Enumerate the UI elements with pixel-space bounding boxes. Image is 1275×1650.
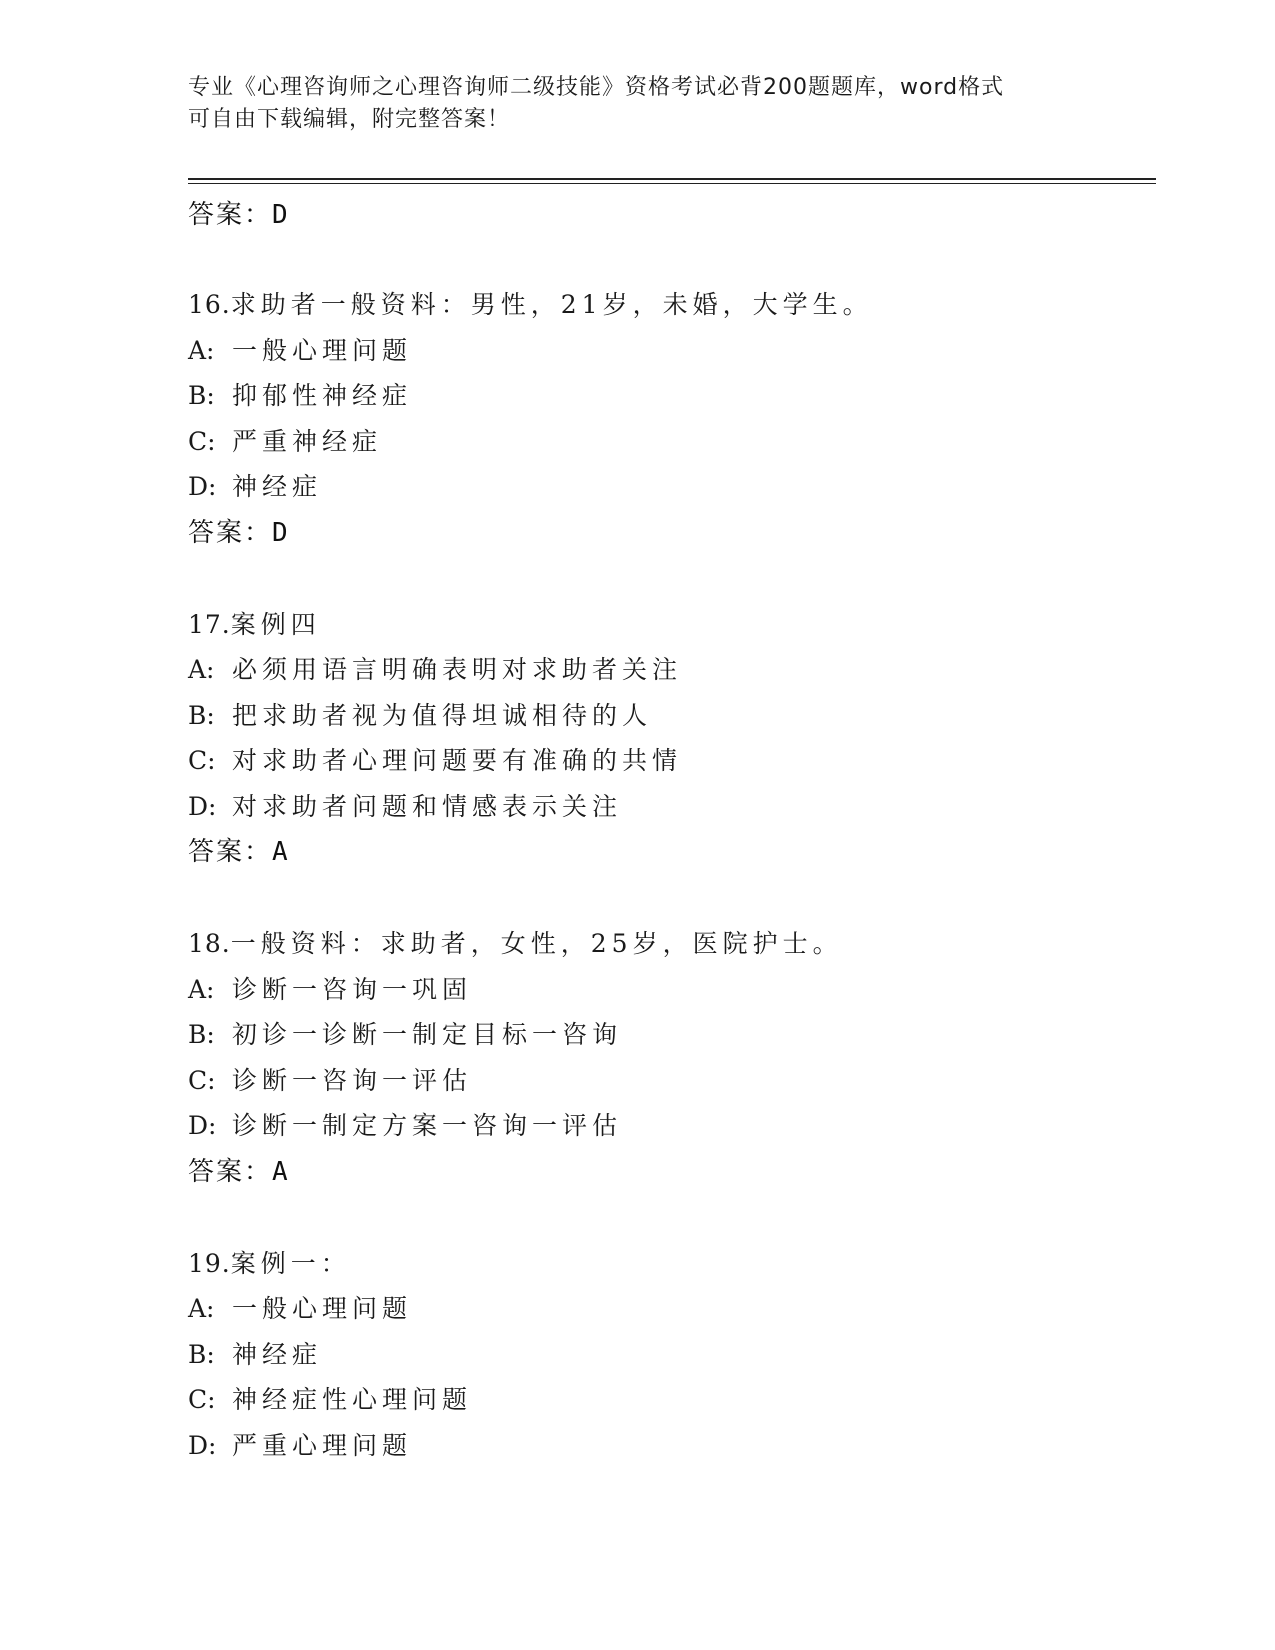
option-text: 一般心理问题 bbox=[232, 1294, 413, 1323]
question-number: 18. bbox=[188, 929, 231, 958]
option-text: 严重神经症 bbox=[232, 426, 383, 456]
question-number: 19. bbox=[188, 1248, 231, 1278]
header-line-1: 专业《心理咨询师之心理咨询师二级技能》资格考试必背200题题库，word格式 bbox=[188, 75, 1005, 100]
question-item bbox=[188, 282, 873, 556]
option-key: D: bbox=[188, 1111, 217, 1140]
question-item bbox=[188, 1241, 873, 1469]
option-text: 神经症性心理问题 bbox=[232, 1385, 473, 1414]
option-key: D: bbox=[188, 472, 217, 501]
option-c bbox=[188, 419, 873, 465]
option-b bbox=[188, 373, 873, 419]
option-c bbox=[188, 1058, 873, 1104]
header-divider-thin bbox=[188, 183, 1156, 184]
option-text: 严重心理问题 bbox=[232, 1430, 413, 1460]
question-stem bbox=[188, 282, 873, 328]
option-b bbox=[188, 693, 873, 739]
option-key: D: bbox=[188, 791, 217, 821]
option-key: D: bbox=[188, 1430, 217, 1460]
option-key: A: bbox=[188, 655, 215, 684]
option-key: C: bbox=[188, 1385, 216, 1414]
option-text: 抑郁性神经症 bbox=[232, 381, 413, 410]
option-d bbox=[188, 1103, 873, 1149]
option-key: A: bbox=[188, 974, 215, 1004]
previous-question-answer bbox=[188, 192, 290, 238]
option-d bbox=[188, 1423, 873, 1469]
option-key: A: bbox=[188, 335, 215, 365]
option-a bbox=[188, 647, 873, 693]
answer-line: 答案：A bbox=[188, 1156, 290, 1187]
option-d bbox=[188, 784, 873, 830]
answer-line: 答案：D bbox=[188, 200, 290, 230]
option-key: B: bbox=[188, 1339, 215, 1369]
option-key: B: bbox=[188, 381, 215, 410]
question-item bbox=[188, 921, 873, 1195]
option-text: 必须用语言明确表明对求助者关注 bbox=[232, 655, 683, 684]
option-c bbox=[188, 1377, 873, 1423]
question-text: 一般资料：求助者，女性，25岁，医院护士。 bbox=[230, 929, 843, 958]
question-item bbox=[188, 602, 873, 876]
option-text: 一般心理问题 bbox=[232, 335, 413, 365]
question-stem bbox=[188, 921, 873, 967]
option-a bbox=[188, 328, 873, 374]
question-stem bbox=[188, 602, 873, 648]
option-key: A: bbox=[188, 1294, 215, 1323]
header-divider-thick bbox=[188, 178, 1156, 180]
option-text: 对求助者心理问题要有准确的共情 bbox=[232, 746, 683, 775]
question-text: 案例四 bbox=[230, 609, 321, 639]
option-text: 把求助者视为值得坦诚相待的人 bbox=[232, 700, 653, 730]
question-text: 求助者一般资料：男性，21岁，未婚，大学生。 bbox=[230, 290, 873, 319]
option-b bbox=[188, 1012, 873, 1058]
option-a bbox=[188, 1286, 873, 1332]
option-key: C: bbox=[188, 746, 216, 775]
option-key: C: bbox=[188, 426, 216, 456]
question-number: 17. bbox=[188, 609, 231, 639]
option-key: B: bbox=[188, 1020, 215, 1049]
option-b bbox=[188, 1332, 873, 1378]
answer-line: 答案：D bbox=[188, 517, 290, 548]
option-text: 诊断一咨询一评估 bbox=[232, 1065, 473, 1095]
document-header bbox=[188, 72, 1088, 136]
option-a bbox=[188, 967, 873, 1013]
header-line-2: 可自由下载编辑，附完整答案！ bbox=[188, 107, 511, 132]
option-text: 诊断一制定方案一咨询一评估 bbox=[232, 1111, 623, 1140]
option-text: 初诊一诊断一制定目标一咨询 bbox=[232, 1020, 623, 1049]
option-key: B: bbox=[188, 700, 215, 730]
question-text: 案例一： bbox=[230, 1248, 351, 1278]
option-c bbox=[188, 738, 873, 784]
question-list bbox=[188, 282, 873, 1514]
option-key: C: bbox=[188, 1065, 216, 1095]
question-stem bbox=[188, 1241, 873, 1287]
question-number: 16. bbox=[188, 290, 231, 319]
answer-line: 答案：A bbox=[188, 837, 290, 867]
option-text: 对求助者问题和情感表示关注 bbox=[232, 791, 623, 821]
option-d bbox=[188, 464, 873, 510]
option-text: 诊断一咨询一巩固 bbox=[232, 974, 473, 1004]
option-text: 神经症 bbox=[232, 472, 323, 501]
option-text: 神经症 bbox=[232, 1339, 323, 1369]
